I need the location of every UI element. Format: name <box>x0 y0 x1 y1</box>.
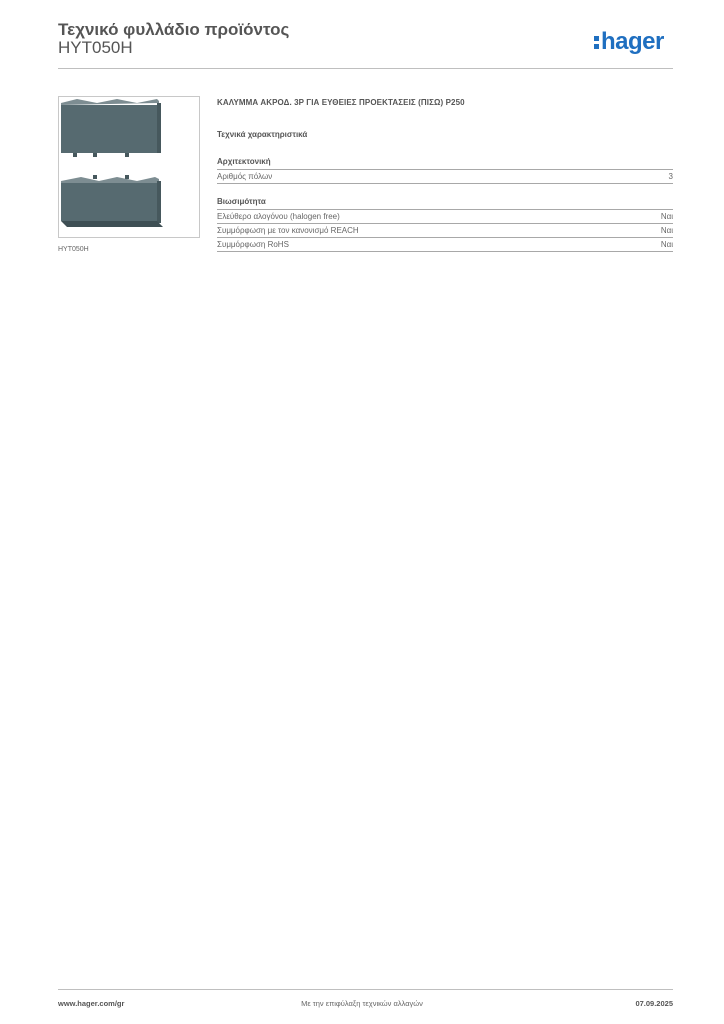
spec-row <box>217 224 673 238</box>
spec-label: Συμμόρφωση με τον κανονισμό REACH <box>217 226 359 235</box>
header-divider <box>58 68 673 69</box>
product-code: HYT050H <box>58 38 133 57</box>
spec-value: Ναι <box>660 212 673 221</box>
spec-value: Ναι <box>660 226 673 235</box>
spec-value: 3 <box>668 172 673 181</box>
spec-section-sustainability <box>217 197 673 252</box>
spec-label: Αριθμός πόλων <box>217 172 273 181</box>
footer-notice: Με την επιφύλαξη τεχνικών αλλαγών <box>301 999 423 1008</box>
logo-dots-icon <box>594 32 600 50</box>
spec-label: Συμμόρφωση RoHS <box>217 240 289 249</box>
product-name: ΚΑΛΥΜΜΑ ΑΚΡΟΔ. 3P ΓΙΑ ΕΥΘΕΙΕΣ ΠΡΟΕΚΤΑΣΕΙΣ (ΠΙΣΩ) P250 <box>217 98 465 107</box>
spec-section-architecture <box>217 157 673 184</box>
spec-value: Ναι <box>660 240 673 249</box>
technical-specs-title: Τεχνικά χαρακτηριστικά <box>217 130 308 139</box>
logo-text: hager <box>601 28 664 55</box>
spec-label: Ελεύθερο αλογόνου (halogen free) <box>217 212 340 221</box>
spec-row <box>217 238 673 252</box>
footer-date: 07.09.2025 <box>635 999 673 1008</box>
image-caption: HYT050H <box>58 246 89 253</box>
hager-logo <box>594 28 664 56</box>
footer-website-link[interactable]: www.hager.com/gr <box>58 999 125 1008</box>
spec-row <box>217 170 673 184</box>
document-title: Τεχνικό φυλλάδιο προϊόντος <box>58 20 290 39</box>
terminal-cover-illustration <box>59 97 199 237</box>
product-image <box>58 96 200 238</box>
footer-divider <box>58 989 673 990</box>
section-heading: Βιωσιμότητα <box>217 197 673 210</box>
spec-row <box>217 210 673 224</box>
section-heading: Αρχιτεκτονική <box>217 157 673 170</box>
